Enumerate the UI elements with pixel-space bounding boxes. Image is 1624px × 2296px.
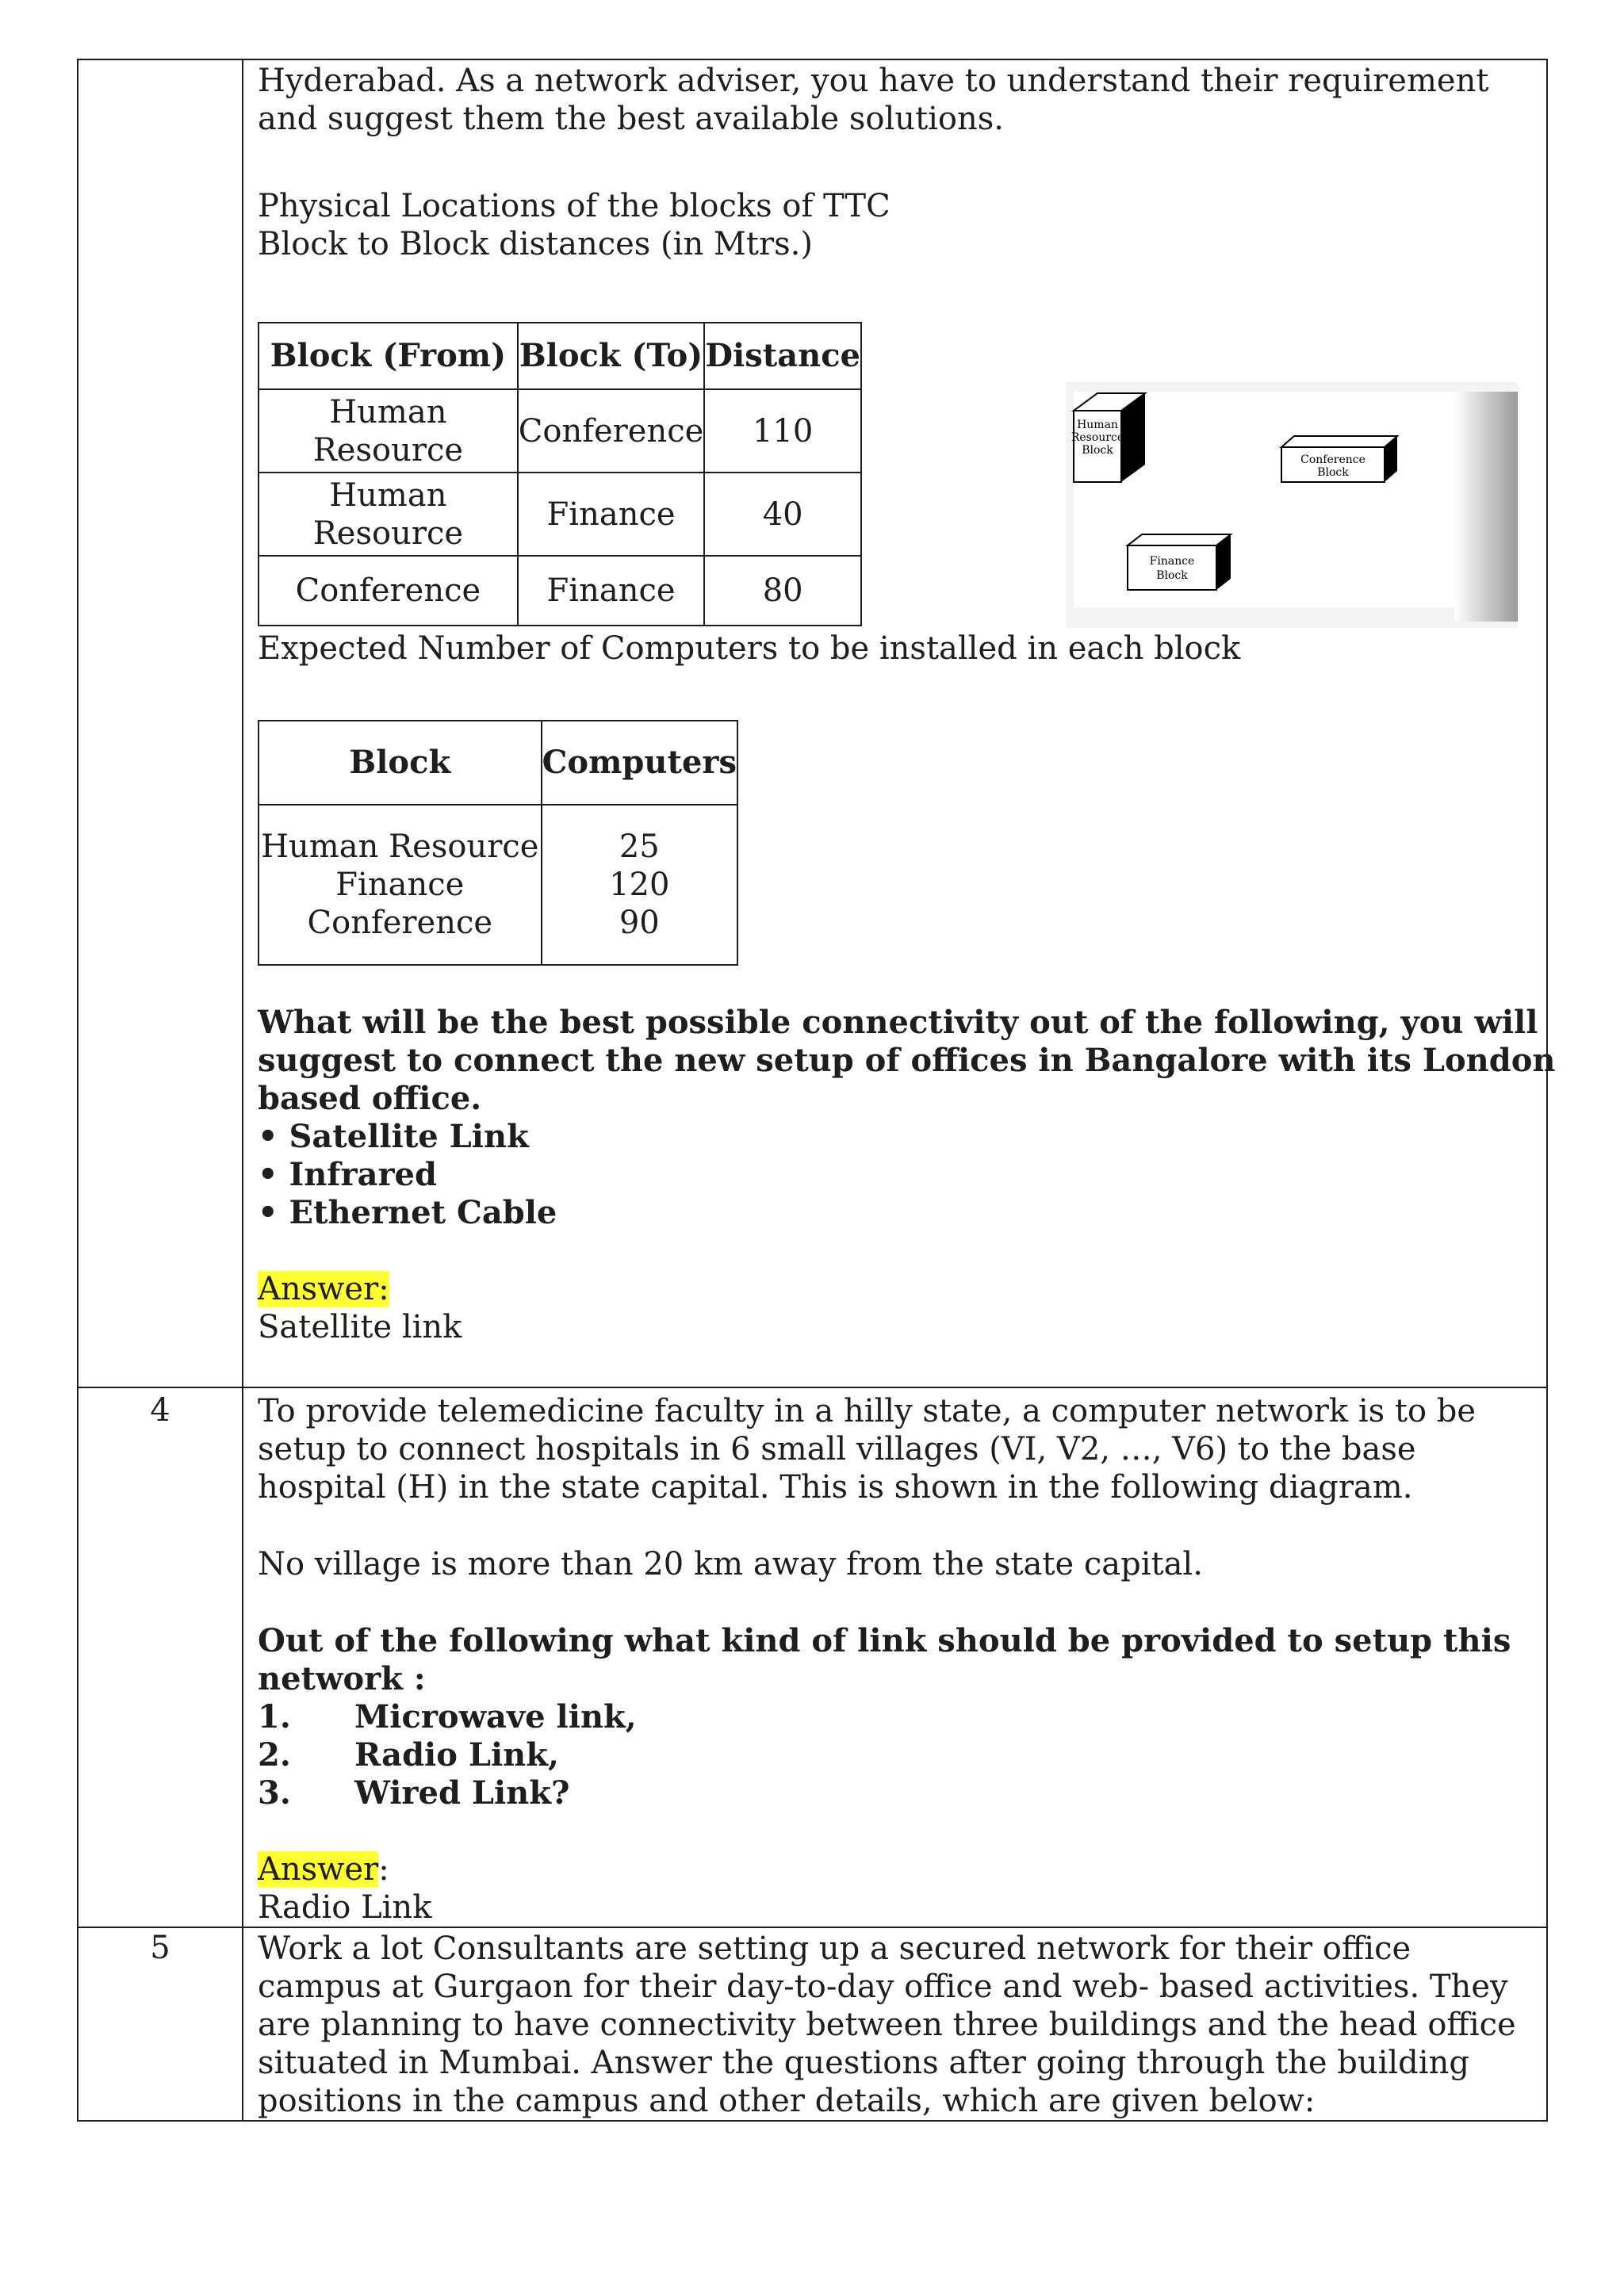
distances-caption: Block to Block distances (in Mtrs.): [258, 226, 813, 262]
q3-question-line: suggest to connect the new setup of offices in Bangalore with its London: [258, 1042, 1556, 1079]
table-row: [259, 389, 861, 473]
q3-intro-line: Hyderabad. As a network adviser, you have to understand their requirement: [258, 63, 1489, 99]
table-cell: Conference: [259, 556, 518, 626]
answer-highlight: Answer:: [258, 1271, 389, 1307]
distance-table: [258, 322, 862, 626]
option-text: Wired Link?: [354, 1774, 570, 1812]
computer-count: 25: [619, 828, 660, 865]
finance-block-shape: [1128, 534, 1231, 590]
option-number: 2.: [258, 1736, 291, 1774]
q4-text-line: To provide telemedicine faculty in a hilly state, a computer network is to be: [258, 1393, 1477, 1429]
block-name: Conference: [307, 905, 493, 941]
q4-option: [258, 1736, 559, 1774]
conference-block-label: Conference: [1300, 453, 1365, 466]
computer-count: 90: [619, 905, 660, 941]
q3-answer-label: [258, 1270, 389, 1308]
table-cell: [542, 805, 737, 965]
option-text: Microwave link,: [354, 1698, 637, 1735]
hr-block-label: Resource: [1071, 431, 1124, 444]
q5-text-line: are planning to have connectivity between three buildings and the head office: [258, 2007, 1516, 2043]
column-divider: [242, 60, 243, 2120]
computers-table: [258, 720, 738, 966]
q3-intro-line: and suggest them the best available solutions.: [258, 101, 1005, 137]
q4-option: [258, 1774, 570, 1812]
diagram-shadow: [1454, 392, 1518, 622]
cell-text: Resource: [312, 431, 464, 469]
hr-block-shape: [1071, 393, 1145, 482]
cell-text: Human: [329, 393, 447, 430]
physical-locations-text: Physical Locations of the blocks of TTC: [258, 188, 891, 224]
table-cell: [259, 389, 518, 473]
cell-text: Resource: [312, 515, 464, 552]
table-cell: [259, 473, 518, 556]
block-name: Finance: [335, 867, 465, 903]
q5-text-line: positions in the campus and other details, which are given below:: [258, 2083, 1316, 2119]
conference-block-label: Block: [1317, 466, 1349, 479]
q5-text-line: situated in Mumbai. Answer the questions after going through the building: [258, 2045, 1469, 2081]
q4-text-line: No village is more than 20 km away from the state capital.: [258, 1546, 1203, 1582]
question-table: [77, 59, 1556, 2122]
q4-text-line: hospital (H) in the state capital. This is shown in the following diagram.: [258, 1469, 1413, 1506]
answer-highlight: Answer: [258, 1851, 379, 1888]
option-text: Radio Link,: [354, 1736, 559, 1774]
table-row: [259, 556, 861, 626]
q4-answer-label: [258, 1850, 389, 1888]
computers-caption: Expected Number of Computers to be installed in each block: [258, 630, 1241, 667]
table-row: [259, 805, 737, 965]
table-cell: Finance: [518, 473, 705, 556]
q3-question-line: based office.: [258, 1080, 482, 1117]
cell-text: Human: [329, 476, 447, 514]
q3-option: • Ethernet Cable: [258, 1194, 557, 1231]
option-number: 3.: [258, 1774, 291, 1812]
q4-question-line: Out of the following what kind of link should be provided to setup this: [258, 1622, 1511, 1659]
finance-block-label: Finance: [1149, 555, 1195, 568]
q4-answer: Radio Link: [258, 1889, 432, 1926]
q3-question-line: What will be the best possible connectivity out of the following, you will: [258, 1004, 1538, 1041]
q5-text-line: Work a lot Consultants are setting up a secured network for their office: [258, 1931, 1411, 1967]
q4-text-line: setup to connect hospitals in 6 small villages (VI, V2, …, V6) to the base: [258, 1431, 1416, 1468]
q4-option: [258, 1698, 637, 1736]
option-number: 1.: [258, 1698, 291, 1735]
table-header: Block (From): [259, 323, 518, 389]
table-header: Computers: [542, 721, 737, 805]
q5-text-line: campus at Gurgaon for their day-to-day office and web- based activities. They: [258, 1969, 1508, 2005]
table-cell: Finance: [518, 556, 705, 626]
table-header: Block (To): [518, 323, 705, 389]
table-header: Block: [259, 721, 542, 805]
table-cell: Conference: [518, 389, 705, 473]
question-number: 5: [150, 1930, 170, 1966]
table-header: Distance: [704, 323, 861, 389]
table-row: [259, 473, 861, 556]
q4-question-line: network :: [258, 1660, 426, 1697]
computer-count: 120: [609, 867, 670, 903]
block-name: Human Resource: [261, 828, 539, 865]
q3-option: • Infrared: [258, 1156, 437, 1193]
table-cell: 40: [704, 473, 861, 556]
block-layout-diagram: [1066, 382, 1518, 628]
row-divider: [79, 1387, 1546, 1388]
table-cell: 110: [704, 389, 861, 473]
table-cell: [259, 805, 542, 965]
hr-block-label: Block: [1082, 444, 1113, 457]
q3-option: • Satellite Link: [258, 1118, 529, 1155]
q3-answer: Satellite link: [258, 1309, 462, 1345]
question-number: 4: [150, 1392, 170, 1429]
conference-block-shape: [1281, 436, 1397, 482]
row-divider: [79, 1927, 1546, 1928]
answer-colon: :: [378, 1851, 389, 1888]
hr-block-label: Human: [1077, 419, 1118, 431]
finance-block-label: Block: [1156, 569, 1188, 582]
table-cell: 80: [704, 556, 861, 626]
